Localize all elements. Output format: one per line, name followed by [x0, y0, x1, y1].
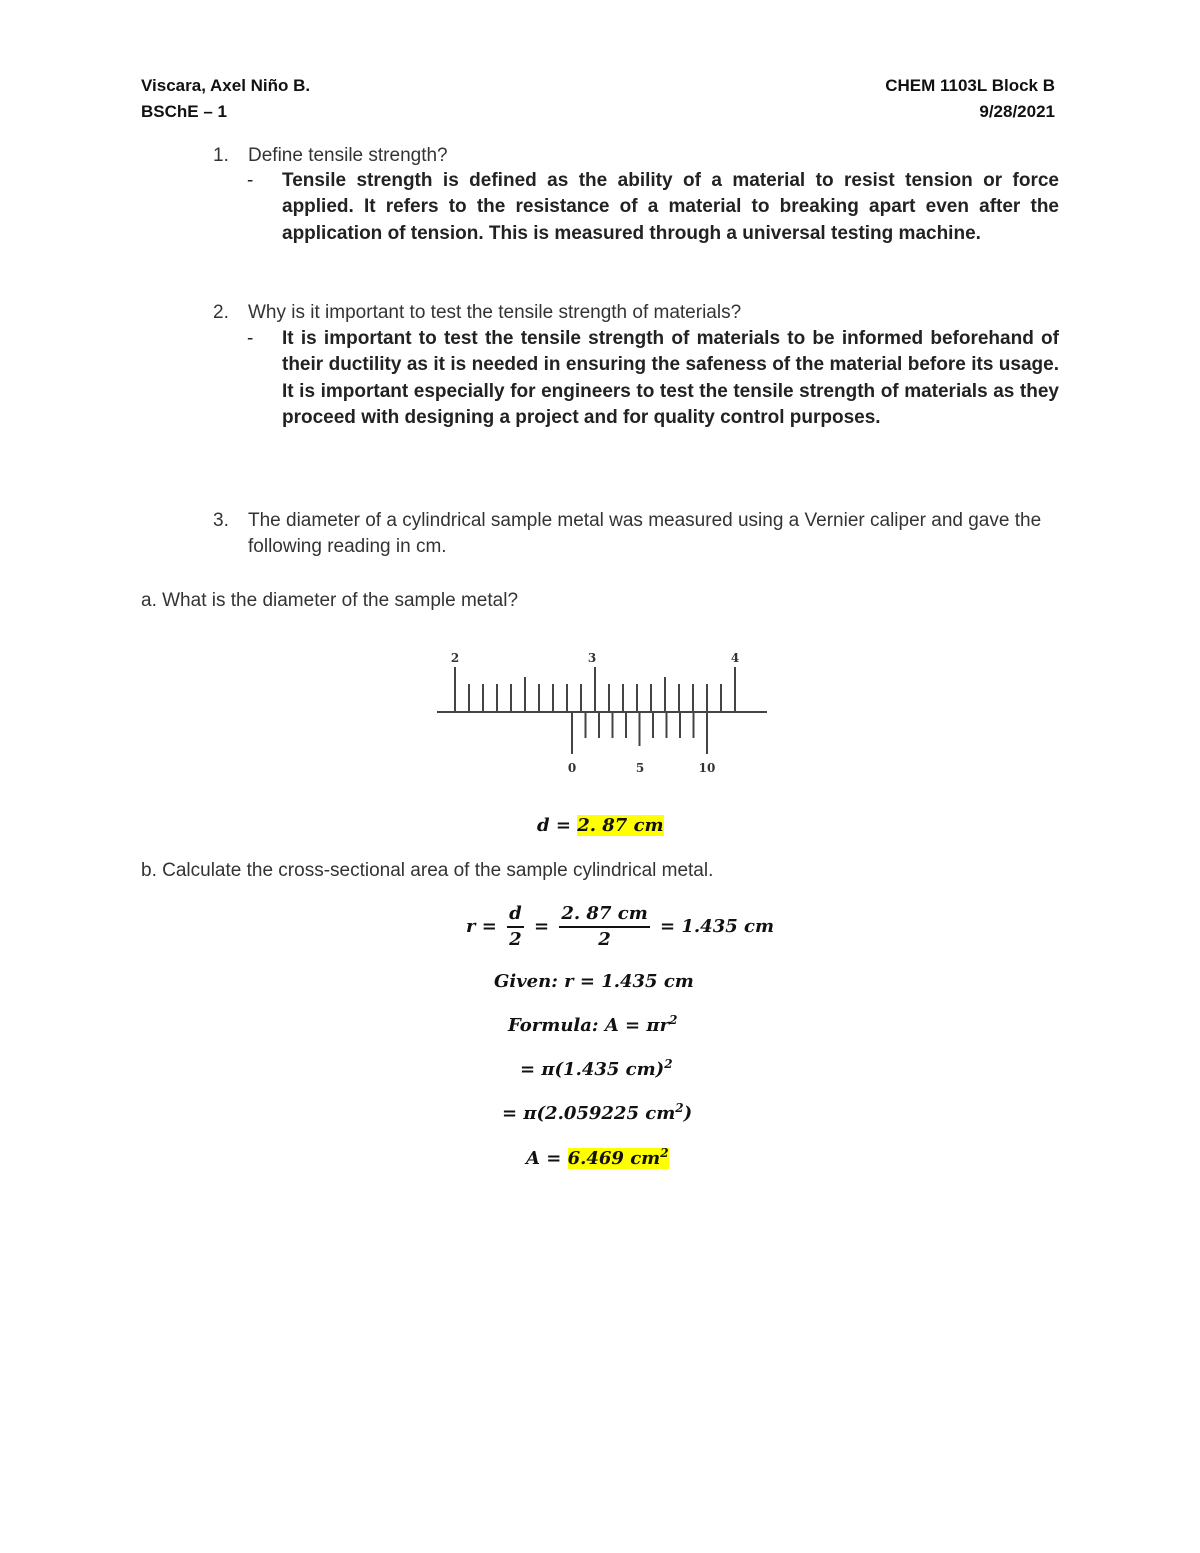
final-value: 6.469 cm — [567, 1148, 661, 1169]
part-b-label: b. Calculate the cross-sectional area of the sample cylindrical metal. — [141, 860, 714, 881]
diameter-lhs: d = — [537, 815, 578, 836]
fraction-d-over-2 — [507, 902, 524, 952]
radius-result: = 1.435 cm — [660, 916, 775, 937]
main-scale-label: 3 — [587, 651, 597, 665]
program: BSChE – 1 — [141, 102, 227, 121]
course: CHEM 1103L Block B — [885, 76, 1055, 95]
step-2-line — [502, 1101, 692, 1124]
diameter-answer — [537, 815, 664, 836]
fraction-numerator: d — [507, 902, 524, 928]
vernier-caliper-figure — [425, 645, 775, 780]
answer-2 — [247, 326, 1059, 432]
exponent: 2 — [669, 1013, 678, 1027]
final-area-highlight — [568, 1148, 669, 1169]
closing-paren: ) — [683, 1103, 693, 1124]
vernier-scale-label: 10 — [698, 761, 716, 775]
given-line: Given: r = 1.435 cm — [494, 971, 694, 992]
fraction-value-over-2 — [559, 902, 649, 952]
question-text: Define tensile strength? — [248, 145, 448, 166]
question-number: 1. — [213, 145, 229, 166]
part-a-label: a. What is the diameter of the sample metal? — [141, 590, 519, 611]
question-number: 2. — [213, 302, 229, 323]
main-scale-label: 4 — [730, 651, 740, 665]
dash-bullet: - — [247, 170, 254, 191]
vernier-scale-label: 5 — [635, 761, 645, 775]
date: 9/28/2021 — [979, 102, 1055, 121]
answer-text: Tensile strength is defined as the ability of a material to resist tension or force applied. It refers to the resistance of a material to breaking apart even after the application of tension. This is measured through a universal testing machine. — [282, 170, 1059, 244]
radius-equation — [466, 902, 774, 952]
diameter-value-highlight: 2. 87 cm — [577, 815, 664, 836]
fraction-denominator: 2 — [509, 929, 522, 950]
formula-text: Formula: A = πr — [508, 1015, 670, 1036]
radius-lhs: r = — [466, 916, 504, 937]
student-name: Viscara, Axel Niño B. — [141, 76, 311, 95]
step-1-text: = π(1.435 cm) — [520, 1059, 665, 1080]
main-scale-label: 2 — [450, 651, 460, 665]
exponent: 2 — [664, 1057, 673, 1071]
step-1-line — [520, 1057, 673, 1080]
vernier-scale-label: 0 — [567, 761, 577, 775]
final-area-line — [526, 1146, 669, 1169]
question-text: The diameter of a cylindrical sample metal was measured using a Vernier caliper and gave the following reading in cm. — [248, 510, 1042, 557]
exponent: 2 — [675, 1101, 684, 1115]
answer-1 — [247, 168, 1059, 247]
exponent: 2 — [660, 1146, 669, 1160]
question-number: 3. — [213, 510, 229, 531]
fraction-numerator: 2. 87 cm — [559, 902, 649, 928]
dash-bullet: - — [247, 328, 254, 349]
final-lhs: A = — [526, 1148, 568, 1169]
fraction-denominator: 2 — [598, 929, 611, 950]
question-text: Why is it important to test the tensile strength of materials? — [248, 302, 742, 323]
formula-line — [508, 1013, 677, 1036]
answer-text: It is important to test the tensile strength of materials to be informed beforehand of their ductility as it is needed in ensuring the safeness of the material before its usage. It is important especially for engineers to test the tensile strength of materials as they proceed with designing a project and for quality control purposes. — [282, 328, 1059, 429]
equals-sign: = — [533, 916, 550, 937]
step-2-text: = π(2.059225 cm — [502, 1103, 676, 1124]
